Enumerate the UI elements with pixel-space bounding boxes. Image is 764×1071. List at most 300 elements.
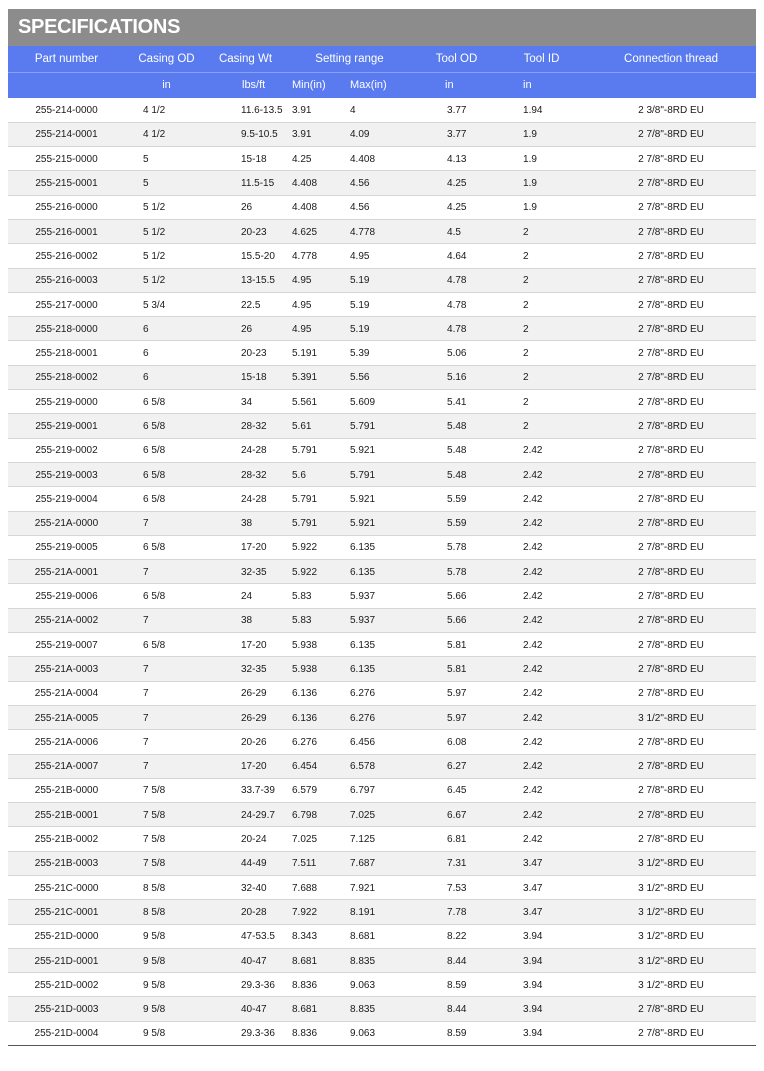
cell-tool-od: 5.59 bbox=[416, 511, 497, 535]
cell-part-number: 255-21A-0003 bbox=[8, 657, 125, 681]
cell-tool-od: 7.53 bbox=[416, 876, 497, 900]
cell-tool-od: 5.41 bbox=[416, 390, 497, 414]
cell-setting-max: 7.125 bbox=[342, 827, 416, 851]
specifications-sheet bbox=[8, 9, 756, 1046]
cell-part-number: 255-219-0004 bbox=[8, 487, 125, 511]
cell-setting-max: 8.835 bbox=[342, 948, 416, 972]
table-row bbox=[8, 462, 756, 486]
header-casing-od: Casing OD bbox=[125, 46, 208, 72]
cell-tool-od: 8.59 bbox=[416, 973, 497, 997]
cell-tool-id: 2 bbox=[497, 365, 586, 389]
cell-part-number: 255-214-0001 bbox=[8, 122, 125, 146]
cell-casing-od: 8 5/8 bbox=[125, 876, 208, 900]
header-tool-od: Tool OD bbox=[416, 46, 497, 72]
cell-tool-od: 6.81 bbox=[416, 827, 497, 851]
cell-setting-max: 8.191 bbox=[342, 900, 416, 924]
cell-tool-id: 3.94 bbox=[497, 948, 586, 972]
cell-setting-max: 6.135 bbox=[342, 633, 416, 657]
cell-setting-max: 7.921 bbox=[342, 876, 416, 900]
cell-tool-od: 4.25 bbox=[416, 195, 497, 219]
unit-setting-min: Min(in) bbox=[283, 72, 342, 98]
cell-tool-id: 2.42 bbox=[497, 462, 586, 486]
cell-setting-min: 5.83 bbox=[283, 608, 342, 632]
cell-tool-id: 1.9 bbox=[497, 171, 586, 195]
cell-setting-max: 5.921 bbox=[342, 438, 416, 462]
cell-casing-od: 5 1/2 bbox=[125, 268, 208, 292]
cell-connection-thread: 2 7/8"-8RD EU bbox=[586, 414, 756, 438]
cell-setting-min: 5.938 bbox=[283, 657, 342, 681]
cell-setting-max: 8.681 bbox=[342, 924, 416, 948]
unit-tool-id: in bbox=[497, 72, 586, 98]
cell-setting-min: 5.391 bbox=[283, 365, 342, 389]
cell-connection-thread: 2 7/8"-8RD EU bbox=[586, 584, 756, 608]
cell-setting-max: 4.56 bbox=[342, 171, 416, 195]
cell-setting-max: 5.19 bbox=[342, 292, 416, 316]
cell-part-number: 255-21B-0001 bbox=[8, 803, 125, 827]
table-row bbox=[8, 219, 756, 243]
table-row bbox=[8, 997, 756, 1021]
table-row bbox=[8, 244, 756, 268]
table-row bbox=[8, 827, 756, 851]
cell-casing-wt: 20-28 bbox=[208, 900, 283, 924]
table-row bbox=[8, 876, 756, 900]
cell-connection-thread: 2 7/8"-8RD EU bbox=[586, 390, 756, 414]
cell-setting-min: 7.511 bbox=[283, 851, 342, 875]
cell-casing-od: 7 5/8 bbox=[125, 778, 208, 802]
cell-part-number: 255-219-0005 bbox=[8, 535, 125, 559]
cell-tool-id: 3.47 bbox=[497, 876, 586, 900]
cell-connection-thread: 2 7/8"-8RD EU bbox=[586, 754, 756, 778]
cell-part-number: 255-215-0000 bbox=[8, 147, 125, 171]
cell-setting-max: 9.063 bbox=[342, 1021, 416, 1045]
cell-connection-thread: 2 3/8"-8RD EU bbox=[586, 98, 756, 122]
cell-casing-od: 4 1/2 bbox=[125, 122, 208, 146]
cell-connection-thread: 2 7/8"-8RD EU bbox=[586, 997, 756, 1021]
cell-connection-thread: 2 7/8"-8RD EU bbox=[586, 827, 756, 851]
cell-casing-od: 7 bbox=[125, 730, 208, 754]
cell-tool-od: 3.77 bbox=[416, 98, 497, 122]
table-row bbox=[8, 633, 756, 657]
cell-tool-id: 3.47 bbox=[497, 851, 586, 875]
cell-tool-id: 2.42 bbox=[497, 657, 586, 681]
cell-part-number: 255-21B-0003 bbox=[8, 851, 125, 875]
cell-setting-min: 8.681 bbox=[283, 997, 342, 1021]
cell-tool-id: 3.47 bbox=[497, 900, 586, 924]
cell-connection-thread: 2 7/8"-8RD EU bbox=[586, 803, 756, 827]
cell-casing-wt: 15.5-20 bbox=[208, 244, 283, 268]
cell-casing-wt: 26 bbox=[208, 195, 283, 219]
cell-tool-od: 5.66 bbox=[416, 584, 497, 608]
cell-setting-min: 4.778 bbox=[283, 244, 342, 268]
cell-connection-thread: 2 7/8"-8RD EU bbox=[586, 608, 756, 632]
cell-casing-od: 6 bbox=[125, 365, 208, 389]
cell-setting-max: 5.56 bbox=[342, 365, 416, 389]
cell-casing-od: 7 bbox=[125, 754, 208, 778]
cell-setting-max: 7.687 bbox=[342, 851, 416, 875]
cell-connection-thread: 2 7/8"-8RD EU bbox=[586, 171, 756, 195]
cell-casing-wt: 38 bbox=[208, 511, 283, 535]
cell-setting-min: 8.836 bbox=[283, 1021, 342, 1045]
cell-tool-id: 2.42 bbox=[497, 633, 586, 657]
cell-part-number: 255-21A-0000 bbox=[8, 511, 125, 535]
cell-part-number: 255-216-0001 bbox=[8, 219, 125, 243]
cell-tool-od: 6.08 bbox=[416, 730, 497, 754]
cell-casing-wt: 9.5-10.5 bbox=[208, 122, 283, 146]
cell-setting-max: 6.135 bbox=[342, 560, 416, 584]
cell-casing-od: 5 1/2 bbox=[125, 244, 208, 268]
cell-part-number: 255-219-0001 bbox=[8, 414, 125, 438]
cell-casing-od: 6 5/8 bbox=[125, 633, 208, 657]
cell-casing-wt: 20-26 bbox=[208, 730, 283, 754]
cell-casing-wt: 44-49 bbox=[208, 851, 283, 875]
cell-setting-max: 5.791 bbox=[342, 414, 416, 438]
cell-connection-thread: 2 7/8"-8RD EU bbox=[586, 657, 756, 681]
cell-tool-od: 5.78 bbox=[416, 535, 497, 559]
cell-casing-od: 7 5/8 bbox=[125, 851, 208, 875]
cell-casing-od: 5 1/2 bbox=[125, 195, 208, 219]
cell-part-number: 255-219-0000 bbox=[8, 390, 125, 414]
cell-casing-wt: 24-28 bbox=[208, 487, 283, 511]
cell-tool-id: 2.42 bbox=[497, 487, 586, 511]
cell-connection-thread: 2 7/8"-8RD EU bbox=[586, 438, 756, 462]
cell-casing-wt: 15-18 bbox=[208, 147, 283, 171]
cell-part-number: 255-21A-0005 bbox=[8, 705, 125, 729]
cell-casing-wt: 11.6-13.5 bbox=[208, 98, 283, 122]
cell-casing-wt: 11.5-15 bbox=[208, 171, 283, 195]
cell-part-number: 255-218-0002 bbox=[8, 365, 125, 389]
table-row bbox=[8, 924, 756, 948]
cell-part-number: 255-21A-0001 bbox=[8, 560, 125, 584]
cell-casing-od: 9 5/8 bbox=[125, 973, 208, 997]
cell-setting-min: 4.625 bbox=[283, 219, 342, 243]
cell-part-number: 255-216-0003 bbox=[8, 268, 125, 292]
cell-connection-thread: 2 7/8"-8RD EU bbox=[586, 633, 756, 657]
cell-casing-wt: 24-29.7 bbox=[208, 803, 283, 827]
cell-tool-od: 5.97 bbox=[416, 681, 497, 705]
cell-setting-max: 6.578 bbox=[342, 754, 416, 778]
cell-setting-min: 6.798 bbox=[283, 803, 342, 827]
cell-tool-od: 5.16 bbox=[416, 365, 497, 389]
cell-tool-id: 1.94 bbox=[497, 98, 586, 122]
cell-part-number: 255-21D-0000 bbox=[8, 924, 125, 948]
table-row bbox=[8, 778, 756, 802]
cell-tool-od: 4.64 bbox=[416, 244, 497, 268]
cell-setting-min: 7.922 bbox=[283, 900, 342, 924]
cell-tool-id: 2.42 bbox=[497, 560, 586, 584]
cell-casing-od: 6 bbox=[125, 317, 208, 341]
cell-setting-max: 6.276 bbox=[342, 681, 416, 705]
cell-connection-thread: 2 7/8"-8RD EU bbox=[586, 219, 756, 243]
cell-setting-max: 6.135 bbox=[342, 657, 416, 681]
cell-tool-id: 2.42 bbox=[497, 438, 586, 462]
cell-setting-min: 5.561 bbox=[283, 390, 342, 414]
cell-casing-od: 9 5/8 bbox=[125, 1021, 208, 1045]
units-row bbox=[8, 72, 756, 98]
cell-casing-od: 7 bbox=[125, 657, 208, 681]
cell-casing-wt: 29.3-36 bbox=[208, 1021, 283, 1045]
cell-setting-max: 5.19 bbox=[342, 317, 416, 341]
cell-connection-thread: 2 7/8"-8RD EU bbox=[586, 681, 756, 705]
cell-tool-od: 8.44 bbox=[416, 997, 497, 1021]
cell-tool-od: 5.78 bbox=[416, 560, 497, 584]
cell-casing-od: 6 5/8 bbox=[125, 390, 208, 414]
cell-setting-min: 4.95 bbox=[283, 292, 342, 316]
cell-casing-od: 6 5/8 bbox=[125, 487, 208, 511]
cell-part-number: 255-214-0000 bbox=[8, 98, 125, 122]
cell-setting-max: 4.09 bbox=[342, 122, 416, 146]
cell-tool-id: 2 bbox=[497, 317, 586, 341]
table-row bbox=[8, 608, 756, 632]
cell-connection-thread: 3 1/2"-8RD EU bbox=[586, 900, 756, 924]
cell-tool-od: 5.81 bbox=[416, 657, 497, 681]
cell-part-number: 255-21D-0004 bbox=[8, 1021, 125, 1045]
cell-casing-od: 7 bbox=[125, 511, 208, 535]
unit-casing-od: in bbox=[125, 72, 208, 98]
cell-connection-thread: 2 7/8"-8RD EU bbox=[586, 195, 756, 219]
cell-casing-od: 6 5/8 bbox=[125, 535, 208, 559]
title-bar bbox=[8, 9, 756, 46]
cell-tool-od: 7.31 bbox=[416, 851, 497, 875]
cell-part-number: 255-21B-0002 bbox=[8, 827, 125, 851]
cell-casing-od: 6 bbox=[125, 341, 208, 365]
cell-connection-thread: 3 1/2"-8RD EU bbox=[586, 851, 756, 875]
cell-setting-min: 6.136 bbox=[283, 681, 342, 705]
cell-setting-min: 6.454 bbox=[283, 754, 342, 778]
cell-part-number: 255-216-0000 bbox=[8, 195, 125, 219]
cell-casing-od: 5 3/4 bbox=[125, 292, 208, 316]
cell-setting-min: 5.922 bbox=[283, 535, 342, 559]
cell-setting-min: 5.83 bbox=[283, 584, 342, 608]
table-row bbox=[8, 730, 756, 754]
table-row bbox=[8, 147, 756, 171]
cell-tool-od: 5.06 bbox=[416, 341, 497, 365]
cell-tool-od: 5.48 bbox=[416, 462, 497, 486]
cell-setting-min: 6.276 bbox=[283, 730, 342, 754]
cell-casing-wt: 40-47 bbox=[208, 997, 283, 1021]
cell-setting-min: 6.579 bbox=[283, 778, 342, 802]
cell-setting-max: 5.921 bbox=[342, 487, 416, 511]
cell-tool-id: 2.42 bbox=[497, 681, 586, 705]
cell-casing-wt: 29.3-36 bbox=[208, 973, 283, 997]
cell-tool-id: 3.94 bbox=[497, 924, 586, 948]
cell-casing-od: 7 bbox=[125, 681, 208, 705]
cell-setting-min: 4.95 bbox=[283, 317, 342, 341]
cell-part-number: 255-215-0001 bbox=[8, 171, 125, 195]
cell-casing-od: 6 5/8 bbox=[125, 438, 208, 462]
cell-tool-od: 4.78 bbox=[416, 317, 497, 341]
table-row bbox=[8, 705, 756, 729]
unit-connection-thread bbox=[586, 72, 756, 98]
cell-casing-od: 5 bbox=[125, 171, 208, 195]
cell-part-number: 255-219-0006 bbox=[8, 584, 125, 608]
cell-casing-wt: 24 bbox=[208, 584, 283, 608]
table-row bbox=[8, 681, 756, 705]
cell-casing-wt: 28-32 bbox=[208, 414, 283, 438]
cell-setting-max: 6.456 bbox=[342, 730, 416, 754]
cell-connection-thread: 2 7/8"-8RD EU bbox=[586, 341, 756, 365]
cell-tool-id: 2 bbox=[497, 268, 586, 292]
cell-tool-od: 5.48 bbox=[416, 438, 497, 462]
cell-casing-od: 6 5/8 bbox=[125, 462, 208, 486]
cell-tool-od: 4.25 bbox=[416, 171, 497, 195]
table-row bbox=[8, 414, 756, 438]
cell-connection-thread: 2 7/8"-8RD EU bbox=[586, 535, 756, 559]
cell-tool-id: 2.42 bbox=[497, 535, 586, 559]
cell-connection-thread: 2 7/8"-8RD EU bbox=[586, 244, 756, 268]
header-part-number: Part number bbox=[8, 46, 125, 72]
table-row bbox=[8, 511, 756, 535]
unit-casing-wt: lbs/ft bbox=[208, 72, 283, 98]
cell-tool-id: 2.42 bbox=[497, 827, 586, 851]
cell-setting-min: 7.025 bbox=[283, 827, 342, 851]
cell-setting-max: 6.797 bbox=[342, 778, 416, 802]
cell-part-number: 255-219-0002 bbox=[8, 438, 125, 462]
unit-setting-max: Max(in) bbox=[342, 72, 416, 98]
cell-tool-od: 7.78 bbox=[416, 900, 497, 924]
cell-part-number: 255-217-0000 bbox=[8, 292, 125, 316]
cell-tool-od: 6.27 bbox=[416, 754, 497, 778]
cell-connection-thread: 3 1/2"-8RD EU bbox=[586, 973, 756, 997]
cell-setting-max: 4.778 bbox=[342, 219, 416, 243]
cell-tool-id: 2 bbox=[497, 414, 586, 438]
cell-casing-wt: 20-24 bbox=[208, 827, 283, 851]
cell-tool-id: 1.9 bbox=[497, 122, 586, 146]
cell-connection-thread: 3 1/2"-8RD EU bbox=[586, 876, 756, 900]
cell-setting-min: 5.6 bbox=[283, 462, 342, 486]
cell-casing-wt: 22.5 bbox=[208, 292, 283, 316]
cell-casing-wt: 32-35 bbox=[208, 657, 283, 681]
table-row bbox=[8, 973, 756, 997]
table-row bbox=[8, 122, 756, 146]
cell-part-number: 255-21A-0002 bbox=[8, 608, 125, 632]
table-row bbox=[8, 1021, 756, 1045]
cell-setting-max: 7.025 bbox=[342, 803, 416, 827]
cell-casing-wt: 17-20 bbox=[208, 535, 283, 559]
table-row bbox=[8, 390, 756, 414]
cell-tool-od: 8.44 bbox=[416, 948, 497, 972]
cell-casing-od: 5 1/2 bbox=[125, 219, 208, 243]
table-row bbox=[8, 195, 756, 219]
header-connection-thread: Connection thread bbox=[586, 46, 756, 72]
cell-casing-wt: 15-18 bbox=[208, 365, 283, 389]
cell-setting-min: 4.95 bbox=[283, 268, 342, 292]
cell-casing-od: 7 bbox=[125, 608, 208, 632]
table-row bbox=[8, 657, 756, 681]
cell-tool-od: 6.67 bbox=[416, 803, 497, 827]
cell-tool-od: 3.77 bbox=[416, 122, 497, 146]
cell-setting-max: 6.135 bbox=[342, 535, 416, 559]
cell-tool-od: 4.78 bbox=[416, 268, 497, 292]
cell-setting-min: 5.922 bbox=[283, 560, 342, 584]
cell-casing-od: 7 bbox=[125, 705, 208, 729]
cell-casing-wt: 28-32 bbox=[208, 462, 283, 486]
cell-setting-max: 8.835 bbox=[342, 997, 416, 1021]
cell-setting-max: 4 bbox=[342, 98, 416, 122]
table-row bbox=[8, 171, 756, 195]
cell-setting-max: 5.921 bbox=[342, 511, 416, 535]
cell-casing-wt: 17-20 bbox=[208, 633, 283, 657]
table-row bbox=[8, 268, 756, 292]
table-header bbox=[8, 46, 756, 98]
cell-tool-od: 5.48 bbox=[416, 414, 497, 438]
cell-casing-od: 9 5/8 bbox=[125, 948, 208, 972]
cell-tool-od: 5.66 bbox=[416, 608, 497, 632]
cell-tool-od: 4.13 bbox=[416, 147, 497, 171]
cell-tool-id: 3.94 bbox=[497, 973, 586, 997]
page-title: SPECIFICATIONS bbox=[18, 16, 181, 38]
cell-casing-od: 9 5/8 bbox=[125, 924, 208, 948]
cell-tool-id: 2.42 bbox=[497, 803, 586, 827]
cell-casing-od: 7 bbox=[125, 560, 208, 584]
cell-tool-id: 2 bbox=[497, 390, 586, 414]
cell-setting-min: 5.791 bbox=[283, 487, 342, 511]
table-row bbox=[8, 292, 756, 316]
cell-setting-max: 4.408 bbox=[342, 147, 416, 171]
cell-tool-id: 1.9 bbox=[497, 147, 586, 171]
header-setting-range: Setting range bbox=[283, 46, 416, 72]
cell-casing-wt: 13-15.5 bbox=[208, 268, 283, 292]
cell-part-number: 255-21D-0001 bbox=[8, 948, 125, 972]
table-row bbox=[8, 535, 756, 559]
cell-setting-min: 4.408 bbox=[283, 171, 342, 195]
table-row bbox=[8, 803, 756, 827]
cell-casing-wt: 20-23 bbox=[208, 219, 283, 243]
cell-casing-od: 6 5/8 bbox=[125, 584, 208, 608]
cell-setting-min: 8.836 bbox=[283, 973, 342, 997]
cell-connection-thread: 2 7/8"-8RD EU bbox=[586, 1021, 756, 1045]
cell-setting-max: 5.937 bbox=[342, 584, 416, 608]
cell-part-number: 255-21A-0004 bbox=[8, 681, 125, 705]
table-row bbox=[8, 754, 756, 778]
unit-part-number bbox=[8, 72, 125, 98]
cell-casing-od: 6 5/8 bbox=[125, 414, 208, 438]
cell-tool-od: 4.78 bbox=[416, 292, 497, 316]
cell-part-number: 255-219-0007 bbox=[8, 633, 125, 657]
cell-connection-thread: 2 7/8"-8RD EU bbox=[586, 268, 756, 292]
cell-tool-id: 2.42 bbox=[497, 730, 586, 754]
cell-connection-thread: 3 1/2"-8RD EU bbox=[586, 705, 756, 729]
cell-connection-thread: 2 7/8"-8RD EU bbox=[586, 147, 756, 171]
cell-tool-od: 5.97 bbox=[416, 705, 497, 729]
cell-part-number: 255-21D-0002 bbox=[8, 973, 125, 997]
cell-setting-max: 5.937 bbox=[342, 608, 416, 632]
cell-tool-od: 4.5 bbox=[416, 219, 497, 243]
cell-setting-min: 5.61 bbox=[283, 414, 342, 438]
cell-part-number: 255-21D-0003 bbox=[8, 997, 125, 1021]
specifications-table bbox=[8, 46, 756, 1046]
cell-casing-wt: 34 bbox=[208, 390, 283, 414]
cell-casing-wt: 24-28 bbox=[208, 438, 283, 462]
cell-connection-thread: 2 7/8"-8RD EU bbox=[586, 317, 756, 341]
cell-casing-od: 7 5/8 bbox=[125, 803, 208, 827]
cell-casing-od: 4 1/2 bbox=[125, 98, 208, 122]
table-row bbox=[8, 98, 756, 122]
cell-tool-id: 2.42 bbox=[497, 584, 586, 608]
cell-part-number: 255-21A-0006 bbox=[8, 730, 125, 754]
cell-part-number: 255-21B-0000 bbox=[8, 778, 125, 802]
cell-connection-thread: 2 7/8"-8RD EU bbox=[586, 292, 756, 316]
cell-tool-id: 1.9 bbox=[497, 195, 586, 219]
cell-setting-max: 4.56 bbox=[342, 195, 416, 219]
table-row bbox=[8, 560, 756, 584]
table-row bbox=[8, 365, 756, 389]
cell-tool-id: 3.94 bbox=[497, 997, 586, 1021]
cell-setting-max: 5.19 bbox=[342, 268, 416, 292]
cell-tool-id: 2.42 bbox=[497, 511, 586, 535]
cell-setting-max: 5.791 bbox=[342, 462, 416, 486]
cell-setting-min: 3.91 bbox=[283, 122, 342, 146]
cell-tool-id: 2 bbox=[497, 244, 586, 268]
